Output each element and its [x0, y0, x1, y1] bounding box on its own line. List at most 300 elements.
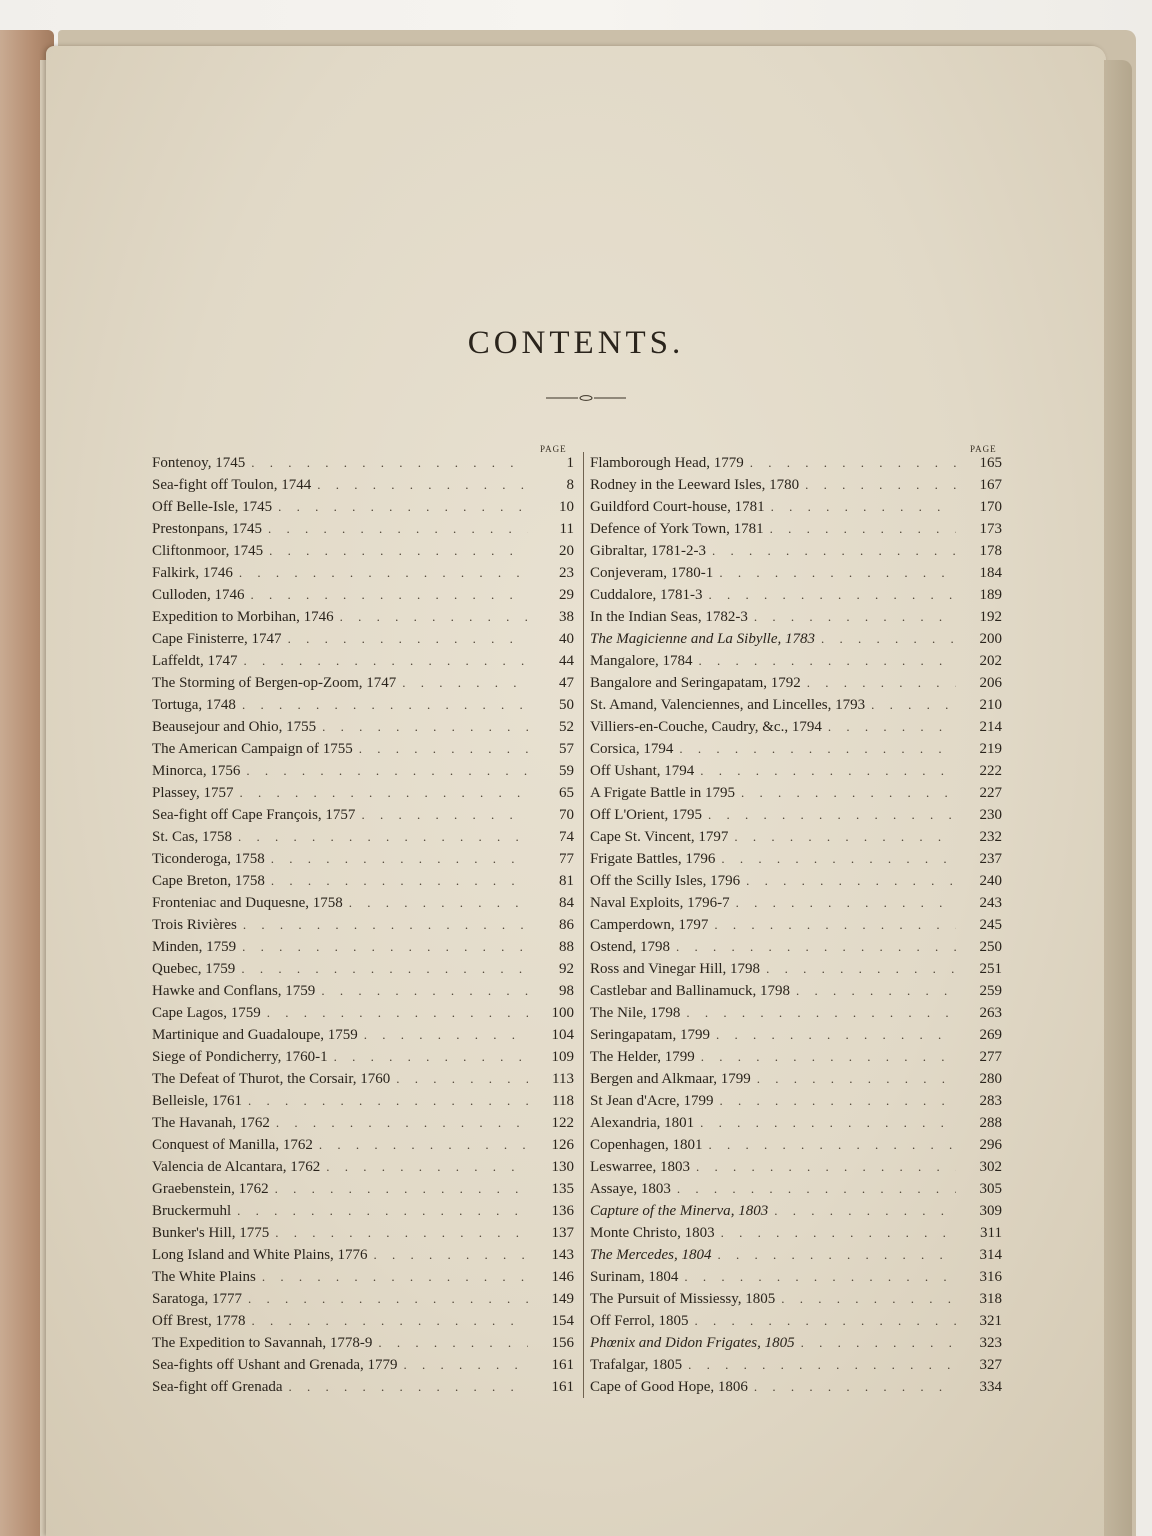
toc-entry-title: Leswarree, 1803	[590, 1159, 690, 1175]
toc-entry-title: Ross and Vinegar Hill, 1798	[590, 961, 761, 977]
dot-leader	[238, 826, 528, 848]
toc-entry-title: Hawke and Conflans, 1759	[152, 983, 316, 999]
toc-entry	[590, 1310, 1002, 1332]
toc-entry-title: Gibraltar, 1781-2-3	[590, 543, 707, 559]
toc-entry-page-number: 86	[559, 917, 574, 933]
toc-entry-title: Bunker's Hill, 1775	[152, 1225, 270, 1241]
toc-entry-title: The American Campaign of 1755	[152, 741, 353, 757]
toc-entry-page-number: 314	[979, 1247, 1002, 1263]
dot-leader	[326, 1156, 528, 1178]
toc-entry-page-number: 1	[566, 455, 574, 471]
toc-entry-title: Off Ushant, 1794	[590, 763, 695, 779]
toc-entry-title-part: , 1783	[777, 631, 815, 647]
toc-entry-page-number: 283	[979, 1093, 1002, 1109]
toc-entry-page-number: 245	[979, 917, 1002, 933]
toc-entry-title: Camperdown, 1797	[590, 917, 709, 933]
toc-entry-page-number: 202	[979, 653, 1002, 669]
dot-leader	[676, 936, 956, 958]
dot-leader	[268, 518, 528, 540]
dot-leader	[340, 606, 528, 628]
toc-entry-page-number: 165	[979, 455, 1002, 471]
dot-leader	[248, 1090, 528, 1112]
toc-entry-title: Plassey, 1757	[152, 785, 234, 801]
toc-entry	[152, 782, 574, 804]
toc-entry-page-number: 143	[551, 1247, 574, 1263]
toc-entry-title: Villiers-en-Couche, Caudry, &c., 1794	[590, 719, 822, 735]
dot-leader	[734, 826, 956, 848]
toc-entry-title: The Nile, 1798	[590, 1005, 681, 1021]
toc-entry-page-number: 189	[979, 587, 1002, 603]
toc-entry	[590, 452, 1002, 474]
toc-entry	[590, 826, 1002, 848]
toc-entry-title: The Defeat of Thurot, the Corsair, 1760	[152, 1071, 391, 1087]
toc-entry-title: Sea-fight off Grenada	[152, 1379, 283, 1395]
toc-entry-page-number: 47	[559, 675, 574, 691]
toc-entry-page-number: 154	[551, 1313, 574, 1329]
ornament-divider	[546, 395, 626, 401]
toc-entry-page-number: 130	[551, 1159, 574, 1175]
toc-entry-title: Cape Breton, 1758	[152, 873, 265, 889]
toc-entry-page-number: 74	[559, 829, 574, 845]
toc-entry	[152, 1376, 574, 1398]
toc-entry	[590, 606, 1002, 628]
toc-entry-page-number: 161	[551, 1379, 574, 1395]
toc-entry-page-number: 81	[559, 873, 574, 889]
toc-entry-title: Off L'Orient, 1795	[590, 807, 702, 823]
toc-entry-title: Bergen and Alkmaar, 1799	[590, 1071, 751, 1087]
dot-leader	[242, 694, 528, 716]
toc-entry	[152, 870, 574, 892]
toc-entry-page-number: 135	[551, 1181, 574, 1197]
toc-entry-title-part: Minerva	[679, 1203, 731, 1219]
toc-entry	[590, 584, 1002, 606]
page-column-label-right: PAGE	[970, 444, 997, 454]
dot-leader	[807, 672, 956, 694]
dot-leader	[244, 650, 528, 672]
toc-entry-page-number: 200	[979, 631, 1002, 647]
dot-leader	[712, 540, 956, 562]
dot-leader	[700, 760, 956, 782]
toc-entry-title: Bangalore and Seringapatam, 1792	[590, 675, 801, 691]
toc-entry-page-number: 318	[979, 1291, 1002, 1307]
toc-right-column	[590, 452, 1002, 1398]
toc-entry-page-number: 206	[979, 675, 1002, 691]
toc-entry-page-number: 296	[979, 1137, 1002, 1153]
toc-entry	[590, 1068, 1002, 1090]
toc-entry-page-number: 269	[979, 1027, 1002, 1043]
toc-entry	[152, 694, 574, 716]
toc-entry	[152, 584, 574, 606]
toc-entry-title: Minden, 1759	[152, 939, 237, 955]
toc-entry	[590, 848, 1002, 870]
toc-entry-page-number: 232	[979, 829, 1002, 845]
toc-entry-page-number: 98	[559, 983, 574, 999]
toc-entry-page-number: 167	[979, 477, 1002, 493]
toc-entry-page-number: 280	[979, 1071, 1002, 1087]
toc-entry	[590, 1244, 1002, 1266]
dot-leader	[720, 1090, 956, 1112]
toc-entry-page-number: 84	[559, 895, 574, 911]
toc-entry-title-part: The	[590, 1247, 617, 1263]
toc-entry-page-number: 192	[979, 609, 1002, 625]
toc-entry-page-number: 44	[559, 653, 574, 669]
toc-entry	[590, 892, 1002, 914]
page-column-label-left: PAGE	[540, 444, 567, 454]
toc-entry	[590, 1178, 1002, 1200]
toc-entry-page-number: 38	[559, 609, 574, 625]
toc-entry-title: Cape Finisterre, 1747	[152, 631, 282, 647]
dot-leader	[714, 914, 956, 936]
toc-entry-title	[590, 628, 815, 650]
toc-entry-title-part: Phœnix	[590, 1335, 635, 1351]
toc-entry-page-number: 222	[979, 763, 1002, 779]
toc-entry	[152, 1178, 574, 1200]
page-title: CONTENTS.	[467, 325, 685, 361]
toc-entry-title: Defence of York Town, 1781	[590, 521, 764, 537]
toc-entry	[152, 1310, 574, 1332]
toc-entry-title: Trafalgar, 1805	[590, 1357, 683, 1373]
toc-left-column	[152, 452, 574, 1398]
toc-entry	[152, 452, 574, 474]
toc-entry-page-number: 184	[979, 565, 1002, 581]
toc-entry	[152, 760, 574, 782]
dot-leader	[276, 1112, 528, 1134]
toc-entry	[152, 650, 574, 672]
toc-entry-title: Beausejour and Ohio, 1755	[152, 719, 317, 735]
toc-entry	[590, 694, 1002, 716]
toc-entry-title-part: The	[590, 631, 617, 647]
toc-entry-page-number: 77	[559, 851, 574, 867]
dot-leader	[686, 1002, 956, 1024]
dot-leader	[246, 760, 528, 782]
dot-leader	[696, 1156, 956, 1178]
toc-entry	[590, 518, 1002, 540]
toc-entry-title: The Expedition to Savannah, 1778-9	[152, 1335, 373, 1351]
toc-entry-title: Prestonpans, 1745	[152, 521, 262, 537]
toc-entry	[152, 540, 574, 562]
dot-leader	[698, 650, 956, 672]
dot-leader	[322, 716, 528, 738]
toc-entry	[590, 650, 1002, 672]
toc-entry	[590, 1200, 1002, 1222]
toc-entry-page-number: 104	[551, 1027, 574, 1043]
toc-entry-page-number: 149	[551, 1291, 574, 1307]
dot-leader	[677, 1178, 956, 1200]
toc-entry	[590, 738, 1002, 760]
toc-entry-title: Ostend, 1798	[590, 939, 670, 955]
toc-entry-title	[590, 1244, 712, 1266]
toc-entry-title: In the Indian Seas, 1782-3	[590, 609, 748, 625]
column-divider	[583, 452, 584, 1398]
toc-entry	[152, 936, 574, 958]
dot-leader	[251, 1310, 528, 1332]
toc-entry	[590, 628, 1002, 650]
toc-entry-title: Seringapatam, 1799	[590, 1027, 710, 1043]
toc-entry-title: Falkirk, 1746	[152, 565, 233, 581]
toc-entry-page-number: 70	[559, 807, 574, 823]
dot-leader	[750, 452, 956, 474]
dot-leader	[736, 892, 956, 914]
toc-entry-page-number: 92	[559, 961, 574, 977]
dot-leader	[821, 628, 956, 650]
toc-entry-title: A Frigate Battle in 1795	[590, 785, 735, 801]
toc-entry-page-number: 243	[979, 895, 1002, 911]
dot-leader	[719, 562, 956, 584]
toc-entry-title: Sea-fights off Ushant and Grenada, 1779	[152, 1357, 398, 1373]
toc-entry-page-number: 113	[552, 1071, 574, 1087]
toc-entry-title: The Helder, 1799	[590, 1049, 695, 1065]
dot-leader	[278, 496, 528, 518]
toc-entry	[590, 1288, 1002, 1310]
toc-entry	[152, 518, 574, 540]
toc-entry	[590, 1266, 1002, 1288]
toc-entry-page-number: 240	[979, 873, 1002, 889]
toc-entry-page-number: 156	[551, 1335, 574, 1351]
dot-leader	[275, 1222, 528, 1244]
toc-entry-title-part: La Sibylle	[717, 631, 778, 647]
toc-entry-page-number: 323	[979, 1335, 1002, 1351]
toc-entry-title: Assaye, 1803	[590, 1181, 671, 1197]
toc-entry	[152, 1200, 574, 1222]
toc-entry-title-part: Frigates, 1805	[702, 1335, 795, 1351]
dot-leader	[269, 540, 528, 562]
toc-entry-page-number: 309	[979, 1203, 1002, 1219]
toc-entry-page-number: 230	[979, 807, 1002, 823]
toc-entry	[590, 1046, 1002, 1068]
toc-entry	[590, 782, 1002, 804]
toc-entry-title: Mangalore, 1784	[590, 653, 693, 669]
toc-entry	[152, 1244, 574, 1266]
dot-leader	[251, 584, 529, 606]
toc-entry-title: Fronteniac and Duquesne, 1758	[152, 895, 343, 911]
dot-leader	[708, 804, 956, 826]
toc-entry-title: Conjeveram, 1780-1	[590, 565, 714, 581]
dot-leader	[684, 1266, 956, 1288]
toc-entry-title: Cuddalore, 1781-3	[590, 587, 703, 603]
toc-entry-title-part: , 1804	[674, 1247, 712, 1263]
toc-entry-page-number: 109	[551, 1049, 574, 1065]
toc-entry-title: Monte Christo, 1803	[590, 1225, 715, 1241]
dot-leader	[289, 1376, 528, 1398]
toc-entry-page-number: 29	[559, 587, 574, 603]
toc-entry	[152, 1002, 574, 1024]
toc-entry-page-number: 50	[559, 697, 574, 713]
toc-entry-title: Off Brest, 1778	[152, 1313, 246, 1329]
toc-entry	[152, 474, 574, 496]
toc-entry	[590, 540, 1002, 562]
dot-leader	[721, 848, 956, 870]
dot-leader	[334, 1046, 528, 1068]
toc-entry	[152, 804, 574, 826]
toc-entry	[590, 1112, 1002, 1134]
dot-leader	[766, 958, 956, 980]
toc-entry-page-number: 259	[979, 983, 1002, 999]
toc-entry-title: Cape Lagos, 1759	[152, 1005, 261, 1021]
toc-entry-title: Guildford Court-house, 1781	[590, 499, 765, 515]
toc-entry-page-number: 126	[551, 1137, 574, 1153]
toc-entry-title: Castlebar and Ballinamuck, 1798	[590, 983, 790, 999]
toc-entry-title: Alexandria, 1801	[590, 1115, 695, 1131]
dot-leader	[288, 628, 528, 650]
toc-entry-title: Off Belle-Isle, 1745	[152, 499, 273, 515]
dot-leader	[871, 694, 956, 716]
toc-entry-title: Trois Rivières	[152, 917, 237, 933]
toc-entry-title: St. Cas, 1758	[152, 829, 233, 845]
dot-leader	[243, 914, 528, 936]
toc-entry-title: The Havanah, 1762	[152, 1115, 270, 1131]
toc-entry	[152, 914, 574, 936]
toc-entry	[152, 606, 574, 628]
dot-leader	[757, 1068, 956, 1090]
toc-entry-title-part: and	[635, 1335, 665, 1351]
toc-entry-title: Martinique and Guadaloupe, 1759	[152, 1027, 358, 1043]
toc-entry-title: Long Island and White Plains, 1776	[152, 1247, 368, 1263]
dot-leader	[275, 1178, 528, 1200]
toc-entry-title: The White Plains	[152, 1269, 256, 1285]
toc-entry-page-number: 334	[979, 1379, 1002, 1395]
toc-entry	[590, 760, 1002, 782]
toc-entry	[590, 936, 1002, 958]
toc-entry	[590, 1156, 1002, 1178]
toc-entry	[590, 1134, 1002, 1156]
toc-entry-title: Copenhagen, 1801	[590, 1137, 703, 1153]
toc-entry-title: Valencia de Alcantara, 1762	[152, 1159, 321, 1175]
dot-leader	[708, 584, 956, 606]
toc-entry-page-number: 302	[979, 1159, 1002, 1175]
dot-leader	[271, 848, 528, 870]
toc-entry-title: Frigate Battles, 1796	[590, 851, 716, 867]
toc-entry	[152, 1134, 574, 1156]
toc-entry-page-number: 65	[559, 785, 574, 801]
toc-entry	[590, 1222, 1002, 1244]
toc-entry	[590, 474, 1002, 496]
dot-leader	[718, 1244, 957, 1266]
toc-entry-title: Sea-fight off Cape François, 1757	[152, 807, 356, 823]
dot-leader	[770, 518, 956, 540]
dot-leader	[716, 1024, 956, 1046]
toc-entry	[152, 1332, 574, 1354]
toc-entry-title: St Jean d'Acre, 1799	[590, 1093, 714, 1109]
toc-entry-page-number: 40	[559, 631, 574, 647]
toc-entry-page-number: 100	[551, 1005, 574, 1021]
dot-leader	[237, 1200, 528, 1222]
dot-leader	[701, 1046, 956, 1068]
toc-entry-title: Laffeldt, 1747	[152, 653, 238, 669]
toc-entry-title	[590, 1332, 795, 1354]
toc-entry-page-number: 122	[551, 1115, 574, 1131]
toc-entry-page-number: 214	[979, 719, 1002, 735]
toc-entry	[590, 1024, 1002, 1046]
toc-entry	[590, 804, 1002, 826]
toc-entry-page-number: 170	[979, 499, 1002, 515]
toc-entry	[152, 1288, 574, 1310]
toc-entry-title: Quebec, 1759	[152, 961, 236, 977]
toc-entry	[152, 848, 574, 870]
toc-entry-page-number: 118	[552, 1093, 574, 1109]
toc-entry	[590, 1354, 1002, 1376]
dot-leader	[828, 716, 956, 738]
toc-entry-page-number: 59	[559, 763, 574, 779]
toc-entry-title: Belleisle, 1761	[152, 1093, 242, 1109]
dot-leader	[700, 1112, 956, 1134]
toc-entry	[152, 1266, 574, 1288]
toc-entry-page-number: 136	[551, 1203, 574, 1219]
toc-entry-page-number: 237	[979, 851, 1002, 867]
dot-leader	[404, 1354, 529, 1376]
toc-entry	[152, 562, 574, 584]
toc-entry	[152, 1090, 574, 1112]
toc-entry-page-number: 227	[979, 785, 1002, 801]
dot-leader	[319, 1134, 528, 1156]
dot-leader	[349, 892, 528, 914]
toc-entry	[152, 958, 574, 980]
toc-entry	[152, 1068, 574, 1090]
toc-entry-page-number: 178	[979, 543, 1002, 559]
toc-entry	[590, 914, 1002, 936]
toc-entry-title	[590, 1200, 768, 1222]
toc-entry	[590, 562, 1002, 584]
toc-entry-title: The Storming of Bergen-op-Zoom, 1747	[152, 675, 397, 691]
toc-entry-title: Cliftonmoor, 1745	[152, 543, 264, 559]
toc-entry-title: Rodney in the Leeward Isles, 1780	[590, 477, 800, 493]
dot-leader	[771, 496, 956, 518]
toc-entry-title: Saratoga, 1777	[152, 1291, 242, 1307]
dot-leader	[241, 958, 528, 980]
dot-leader	[359, 738, 528, 760]
toc-entry	[590, 1090, 1002, 1112]
toc-entry-page-number: 321	[979, 1313, 1002, 1329]
toc-entry-page-number: 11	[559, 521, 574, 537]
toc-entry	[152, 1024, 574, 1046]
toc-entry-page-number: 137	[551, 1225, 574, 1241]
toc-entry-page-number: 327	[979, 1357, 1002, 1373]
toc-entry-title: Off the Scilly Isles, 1796	[590, 873, 741, 889]
dot-leader	[801, 1332, 956, 1354]
toc-entry-page-number: 251	[979, 961, 1002, 977]
toc-entry-page-number: 219	[979, 741, 1002, 757]
toc-entry-title-part: and	[687, 631, 718, 647]
toc-entry-title: Cape of Good Hope, 1806	[590, 1379, 748, 1395]
toc-entry	[590, 1002, 1002, 1024]
toc-entry	[590, 672, 1002, 694]
toc-entry	[152, 738, 574, 760]
dot-leader	[396, 1068, 528, 1090]
toc-entry-title: Conquest of Manilla, 1762	[152, 1137, 313, 1153]
toc-entry-title: The Pursuit of Missiessy, 1805	[590, 1291, 776, 1307]
dot-leader	[754, 606, 956, 628]
dot-leader	[754, 1376, 956, 1398]
toc-entry-page-number: 288	[979, 1115, 1002, 1131]
toc-entry	[152, 1354, 574, 1376]
toc-entry	[590, 1376, 1002, 1398]
dot-leader	[317, 474, 528, 496]
toc-entry-page-number: 305	[979, 1181, 1002, 1197]
dot-leader	[271, 870, 528, 892]
dot-leader	[378, 1332, 528, 1354]
toc-entry-page-number: 161	[551, 1357, 574, 1373]
dot-leader	[240, 782, 528, 804]
dot-leader	[248, 1288, 528, 1310]
toc-entry-title-part: Mercedes	[616, 1247, 674, 1263]
toc-entry-title: Corsica, 1794	[590, 741, 674, 757]
toc-entry	[152, 716, 574, 738]
dot-leader	[721, 1222, 956, 1244]
dot-leader	[267, 1002, 528, 1024]
toc-entry	[152, 628, 574, 650]
toc-entry	[152, 980, 574, 1002]
toc-entry-page-number: 316	[979, 1269, 1002, 1285]
toc-entry-title-part: , 1803	[730, 1203, 769, 1219]
